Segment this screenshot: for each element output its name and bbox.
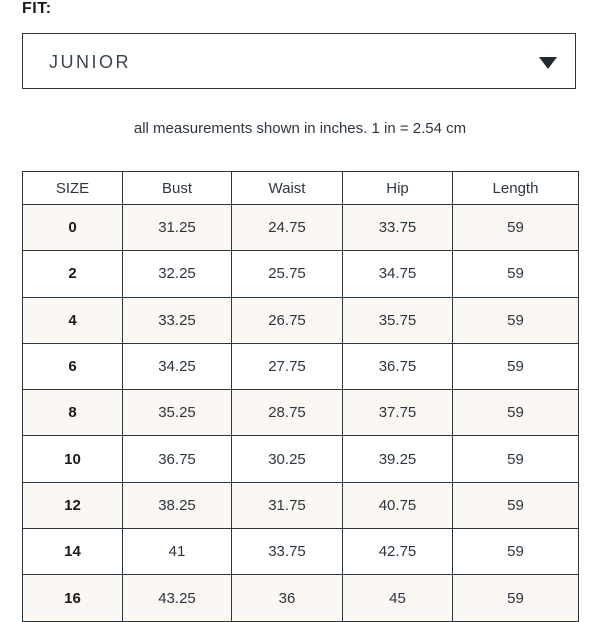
cell-size: 12 xyxy=(23,482,123,528)
cell-waist: 26.75 xyxy=(232,297,343,343)
cell-hip: 42.75 xyxy=(343,529,453,575)
cell-waist: 31.75 xyxy=(232,482,343,528)
cell-size: 14 xyxy=(23,529,123,575)
cell-hip: 40.75 xyxy=(343,482,453,528)
cell-bust: 34.25 xyxy=(123,343,232,389)
cell-bust: 41 xyxy=(123,529,232,575)
cell-length: 59 xyxy=(453,205,579,251)
fit-selected-value: JUNIOR xyxy=(49,52,131,72)
cell-hip: 39.25 xyxy=(343,436,453,482)
table-row xyxy=(23,482,579,528)
measurement-note: all measurements shown in inches. 1 in = 2.54 cm xyxy=(133,120,467,137)
cell-waist: 30.25 xyxy=(232,436,343,482)
fit-dropdown[interactable] xyxy=(22,33,576,89)
table-row xyxy=(23,297,579,343)
cell-bust: 35.25 xyxy=(123,390,232,436)
cell-bust: 43.25 xyxy=(123,575,232,621)
fit-label: FIT: xyxy=(22,0,52,17)
cell-hip: 33.75 xyxy=(343,205,453,251)
header-size: SIZE xyxy=(23,172,123,205)
cell-hip: 34.75 xyxy=(343,251,453,297)
table-row xyxy=(23,251,579,297)
cell-size: 8 xyxy=(23,390,123,436)
cell-length: 59 xyxy=(453,529,579,575)
size-chart-table xyxy=(22,171,579,622)
cell-length: 59 xyxy=(453,251,579,297)
cell-waist: 28.75 xyxy=(232,390,343,436)
cell-size: 2 xyxy=(23,251,123,297)
cell-hip: 35.75 xyxy=(343,297,453,343)
cell-waist: 33.75 xyxy=(232,529,343,575)
cell-waist: 25.75 xyxy=(232,251,343,297)
cell-size: 6 xyxy=(23,343,123,389)
caret-down-icon xyxy=(539,57,557,69)
cell-hip: 36.75 xyxy=(343,343,453,389)
table-row xyxy=(23,575,579,621)
cell-waist: 36 xyxy=(232,575,343,621)
header-hip: Hip xyxy=(343,172,453,205)
cell-size: 4 xyxy=(23,297,123,343)
table-header-row xyxy=(23,172,579,205)
header-bust: Bust xyxy=(123,172,232,205)
cell-bust: 38.25 xyxy=(123,482,232,528)
cell-bust: 31.25 xyxy=(123,205,232,251)
cell-bust: 32.25 xyxy=(123,251,232,297)
cell-size: 10 xyxy=(23,436,123,482)
cell-size: 16 xyxy=(23,575,123,621)
cell-hip: 37.75 xyxy=(343,390,453,436)
header-length: Length xyxy=(453,172,579,205)
header-waist: Waist xyxy=(232,172,343,205)
cell-length: 59 xyxy=(453,343,579,389)
cell-hip: 45 xyxy=(343,575,453,621)
cell-bust: 36.75 xyxy=(123,436,232,482)
cell-length: 59 xyxy=(453,482,579,528)
table-row xyxy=(23,343,579,389)
cell-length: 59 xyxy=(453,436,579,482)
cell-waist: 27.75 xyxy=(232,343,343,389)
cell-length: 59 xyxy=(453,575,579,621)
cell-waist: 24.75 xyxy=(232,205,343,251)
cell-bust: 33.25 xyxy=(123,297,232,343)
cell-length: 59 xyxy=(453,297,579,343)
table-row xyxy=(23,529,579,575)
cell-length: 59 xyxy=(453,390,579,436)
table-row xyxy=(23,436,579,482)
cell-size: 0 xyxy=(23,205,123,251)
table-row xyxy=(23,390,579,436)
table-row xyxy=(23,205,579,251)
